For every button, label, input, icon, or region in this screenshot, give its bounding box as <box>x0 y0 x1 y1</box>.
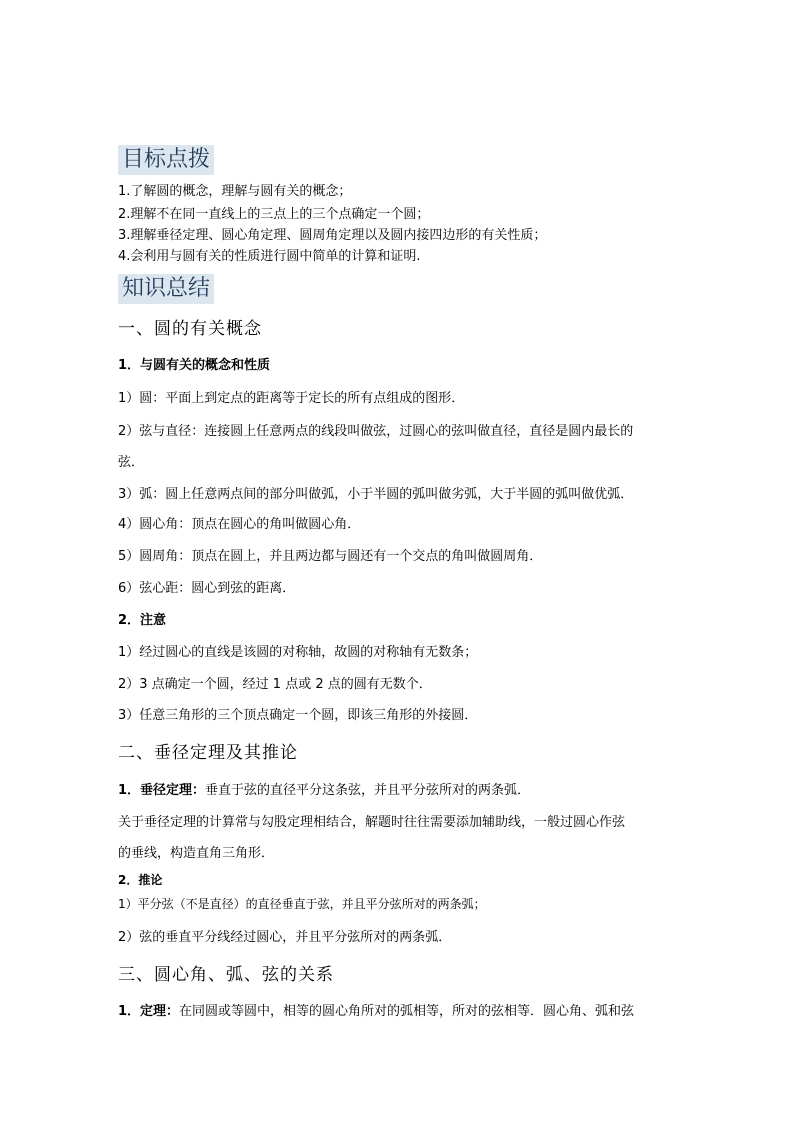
part2-title: 二、垂径定理及其推论 <box>118 743 298 763</box>
part1-subheading: 1．与圆有关的概念和性质 <box>118 358 271 373</box>
part3-title: 三、圆心角、弧、弦的关系 <box>118 965 334 985</box>
part2-corollary: 1）平分弦（不是直径）的直径垂直于弦，并且平分弦所对的两条弧； <box>118 897 486 911</box>
part1-item: 4）圆心角：顶点在圆心的角叫做圆心角． <box>118 517 361 532</box>
part1-note-heading: 2．注意 <box>118 613 167 628</box>
part1-item: 3）弧：圆上任意两点间的部分叫做弧，小于半圆的弧叫做劣弧，大于半圆的弧叫做优弧． <box>118 487 634 502</box>
part1-note: 3）任意三角形的三个顶点确定一个圆，即该三角形的外接圆． <box>118 708 478 723</box>
part2-theorem <box>118 782 530 800</box>
part1-note: 2）3 点确定一个圆，经过 1 点或 2 点的圆有无数个． <box>118 677 432 692</box>
part3-theorem-label: 1．定理： <box>118 1004 180 1019</box>
part3-theorem <box>118 1003 634 1021</box>
part2-corollary-heading: 2．推论 <box>118 873 163 887</box>
goals-heading: 目标点拨 <box>118 145 214 175</box>
part1-item: 弦． <box>118 455 145 470</box>
part1-item: 6）弦心距：圆心到弦的距离． <box>118 581 296 596</box>
part2-theorem-label: 1．垂径定理： <box>118 783 206 798</box>
goal-item: 3.理解垂径定理、圆心角定理、圆周角定理以及圆内接四边形的有关性质； <box>118 228 547 243</box>
goal-item: 2.理解不在同一直线上的三点上的三个点确定一个圆； <box>118 207 430 222</box>
goal-item: 1.了解圆的概念，理解与圆有关的概念； <box>118 184 352 199</box>
part2-explain: 的垂线，构造直角三角形． <box>118 846 275 861</box>
part1-item: 1）圆：平面上到定点的距离等于定长的所有点组成的图形． <box>118 391 465 406</box>
part1-item: 5）圆周角：顶点在圆上，并且两边都与圆还有一个交点的角叫做圆周角． <box>118 549 543 564</box>
part3-theorem-text: 在同圆或等圆中，相等的圆心角所对的弧相等，所对的弦相等．圆心角、弧和弦 <box>179 1004 635 1019</box>
summary-heading: 知识总结 <box>118 274 214 304</box>
goal-item: 4.会利用与圆有关的性质进行圆中简单的计算和证明. <box>118 249 421 264</box>
part1-title: 一、圆的有关概念 <box>118 319 262 339</box>
part2-explain: 关于垂径定理的计算常与勾股定理相结合，解题时往往需要添加辅助线，一般过圆心作弦 <box>118 815 626 830</box>
part2-theorem-text: 垂直于弦的直径平分这条弦，并且平分弦所对的两条弧． <box>205 783 531 798</box>
part1-note: 1）经过圆心的直线是该圆的对称轴，故圆的对称轴有无数条； <box>118 645 478 660</box>
part1-item: 2）弦与直径：连接圆上任意两点的线段叫做弦，过圆心的弦叫做直径，直径是圆内最长的 <box>118 424 634 439</box>
part2-corollary: 2）弦的垂直平分线经过圆心，并且平分弦所对的两条弧． <box>118 930 452 945</box>
